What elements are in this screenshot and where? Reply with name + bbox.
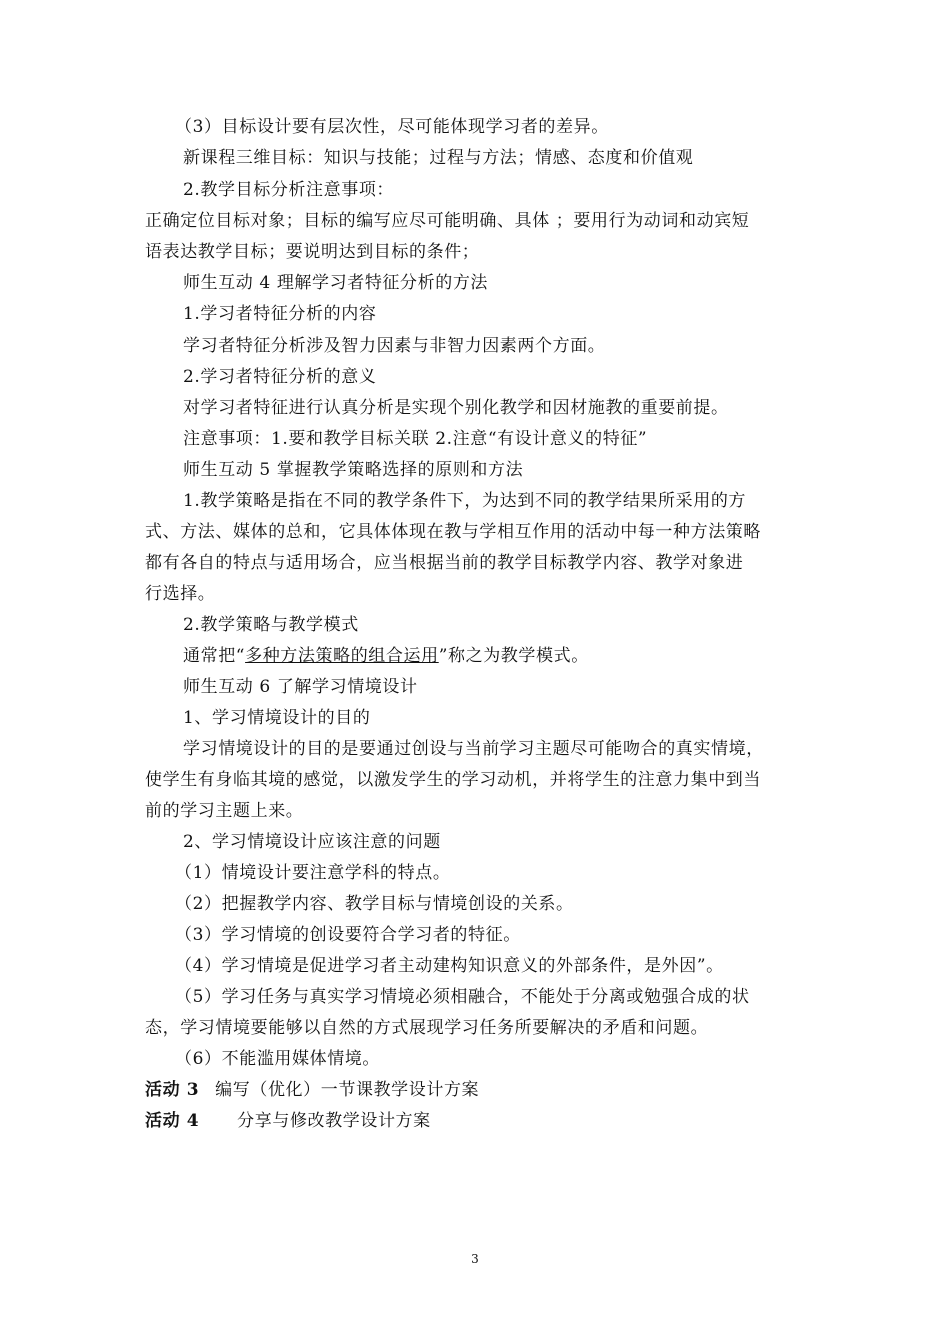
paragraph-line: 语表达教学目标；要说明达到目标的条件； [145, 242, 480, 262]
list-item: （6）不能滥用媒体情境。 [175, 1049, 381, 1069]
activity-label: 活动 3 [145, 1080, 200, 1100]
paragraph-line: 使学生有身临其境的感觉，以激发学生的学习动机，并将学生的注意力集中到当 [145, 770, 761, 790]
page-number: 3 [471, 1252, 479, 1266]
activity-label: 活动 4 [145, 1111, 200, 1131]
underlined-phrase: 多种方法策略的组合运用 [245, 646, 439, 666]
section-heading: 2.教学策略与教学模式 [183, 615, 359, 635]
activity-text: 分享与修改教学设计方案 [237, 1111, 431, 1131]
section-heading: 2.学习者特征分析的意义 [183, 367, 377, 387]
paragraph-line: 都有各自的特点与适用场合，应当根据当前的教学目标教学内容、教学对象进 [145, 553, 744, 573]
paragraph-line: 1.教学策略是指在不同的教学条件下，为达到不同的教学结果所采用的方 [183, 491, 747, 511]
activity-line [145, 1079, 815, 1101]
mode-prefix: 通常把“ [183, 646, 246, 666]
section-heading: 师生互动 4 理解学习者特征分析的方法 [183, 273, 489, 293]
section-heading: 师生互动 6 了解学习情境设计 [183, 677, 418, 697]
paragraph-line: 态，学习情境要能够以自然的方式展现学习任务所要解决的矛盾和问题。 [145, 1018, 709, 1038]
list-item: （3）学习情境的创设要符合学习者的特征。 [175, 925, 521, 945]
paragraph-line: （3）目标设计要有层次性，尽可能体现学习者的差异。 [175, 117, 609, 137]
section-heading: 2、学习情境设计应该注意的问题 [183, 832, 441, 852]
section-heading: 2.教学目标分析注意事项： [183, 180, 395, 200]
list-item: （1）情境设计要注意学科的特点。 [175, 863, 451, 883]
activity-line [145, 1110, 815, 1132]
section-heading: 1.学习者特征分析的内容 [183, 304, 377, 324]
section-heading: 1、学习情境设计的目的 [183, 708, 371, 728]
list-item: （5）学习任务与真实学习情境必须相融合，不能处于分离或勉强合成的状 [175, 987, 750, 1007]
paragraph-line: 学习者特征分析涉及智力因素与非智力因素两个方面。 [183, 336, 606, 356]
paragraph-line: 注意事项：1.要和教学目标关联 2.注意“有设计意义的特征” [183, 429, 648, 449]
paragraph-line: 正确定位目标对象；目标的编写应尽可能明确、具体 ；要用行为动词和动宾短 [145, 211, 750, 231]
paragraph-line: 前的学习主题上来。 [145, 801, 304, 821]
section-heading: 师生互动 5 掌握教学策略选择的原则和方法 [183, 460, 524, 480]
paragraph-line: 学习情境设计的目的是要通过创设与当前学习主题尽可能吻合的真实情境， [183, 739, 764, 759]
paragraph-line: 行选择。 [145, 584, 216, 604]
paragraph-line [183, 645, 853, 667]
list-item: （4）学习情境是促进学习者主动建构知识意义的外部条件，是外因”。 [175, 956, 724, 976]
paragraph-line: 对学习者特征进行认真分析是实现个别化教学和因材施教的重要前提。 [183, 398, 729, 418]
activity-text: 编写（优化）一节课教学设计方案 [215, 1080, 480, 1100]
paragraph-line: 式、方法、媒体的总和，它具体体现在教与学相互作用的活动中每一种方法策略 [145, 522, 761, 542]
list-item: （2）把握教学内容、教学目标与情境创设的关系。 [175, 894, 574, 914]
paragraph-line: 新课程三维目标：知识与技能；过程与方法；情感、态度和价值观 [183, 148, 694, 168]
mode-suffix: ”称之为教学模式。 [438, 646, 589, 666]
